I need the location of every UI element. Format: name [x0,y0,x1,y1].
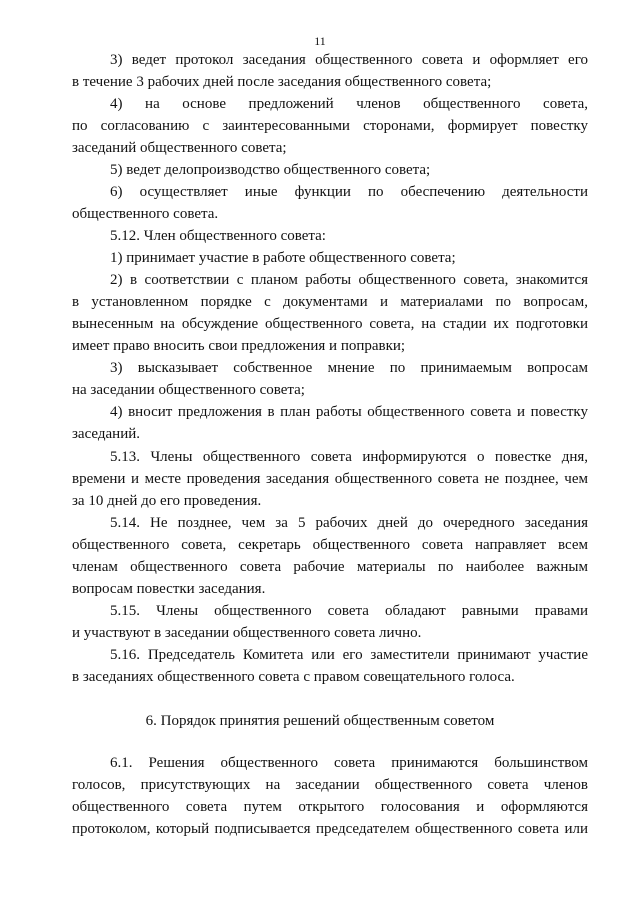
text-line: 5.13. Члены общественного совета информируются о повестке дня, [110,449,588,465]
text-line: 5.15. Члены общественного совета обладают равными правами [110,603,588,619]
text-line: в заседаниях общественного совета с правом совещательного голоса. [72,669,515,685]
text-line: заседаний общественного совета; [72,140,287,156]
text-line: 6.1. Решения общественного совета принимаются большинством [110,755,588,771]
section-heading: 6. Порядок принятия решений общественным советом [145,713,495,729]
text-line: вопросам повестки заседания. [72,581,266,597]
text-line: общественного совета, секретарь общественного совета направляет всем [72,537,588,553]
text-line: 6) осуществляет иные функции по обеспечению деятельности [110,184,588,200]
text-line: 5.12. Член общественного совета: [110,228,326,244]
text-line: времени и месте проведения заседания общественного совета не позднее, чем [72,471,588,487]
text-line: заседаний. [72,426,141,442]
text-line: в течение 3 рабочих дней после заседания общественного совета; [72,74,492,90]
page-number: 11 [314,34,326,48]
text-line: голосов, присутствующих на заседании общественного совета членов [72,777,588,793]
text-line: 2) в соответствии с планом работы общественного совета, знакомится [110,272,588,288]
text-line: 1) принимает участие в работе общественного совета; [110,250,456,266]
text-line: 4) вносит предложения в план работы общественного совета и повестку [110,404,588,420]
text-line: по согласованию с заинтересованными сторонами, формирует повестку [72,118,588,134]
text-line: общественного совета путем открытого голосования и оформляются [72,799,588,815]
text-line: протоколом, который подписывается председателем общественного совета или [72,821,588,837]
text-line: 3) высказывает собственное мнение по принимаемым вопросам [110,360,588,376]
text-line: 5.16. Председатель Комитета или его заместители принимают участие [110,647,588,663]
text-line: общественного совета. [72,206,219,222]
text-line: 3) ведет протокол заседания общественного совета и оформляет его [110,52,588,68]
text-line: 4) на основе предложений членов общественного совета, [110,96,588,112]
text-line: 5) ведет делопроизводство общественного совета; [110,162,431,178]
text-line: и участвуют в заседании общественного совета лично. [72,625,422,641]
text-line: имеет право вносить свои предложения и поправки; [72,338,406,354]
text-line: в установленном порядке с документами и материалами по вопросам, [72,294,588,310]
text-line: на заседании общественного совета; [72,382,305,398]
text-line: членам общественного совета рабочие материалы по наиболее важным [72,559,588,575]
text-line: 5.14. Не позднее, чем за 5 рабочих дней до очередного заседания [110,515,588,531]
text-line: вынесенным на обсуждение общественного совета, на стадии их подготовки [72,316,588,332]
text-line: за 10 дней до его проведения. [72,493,262,509]
